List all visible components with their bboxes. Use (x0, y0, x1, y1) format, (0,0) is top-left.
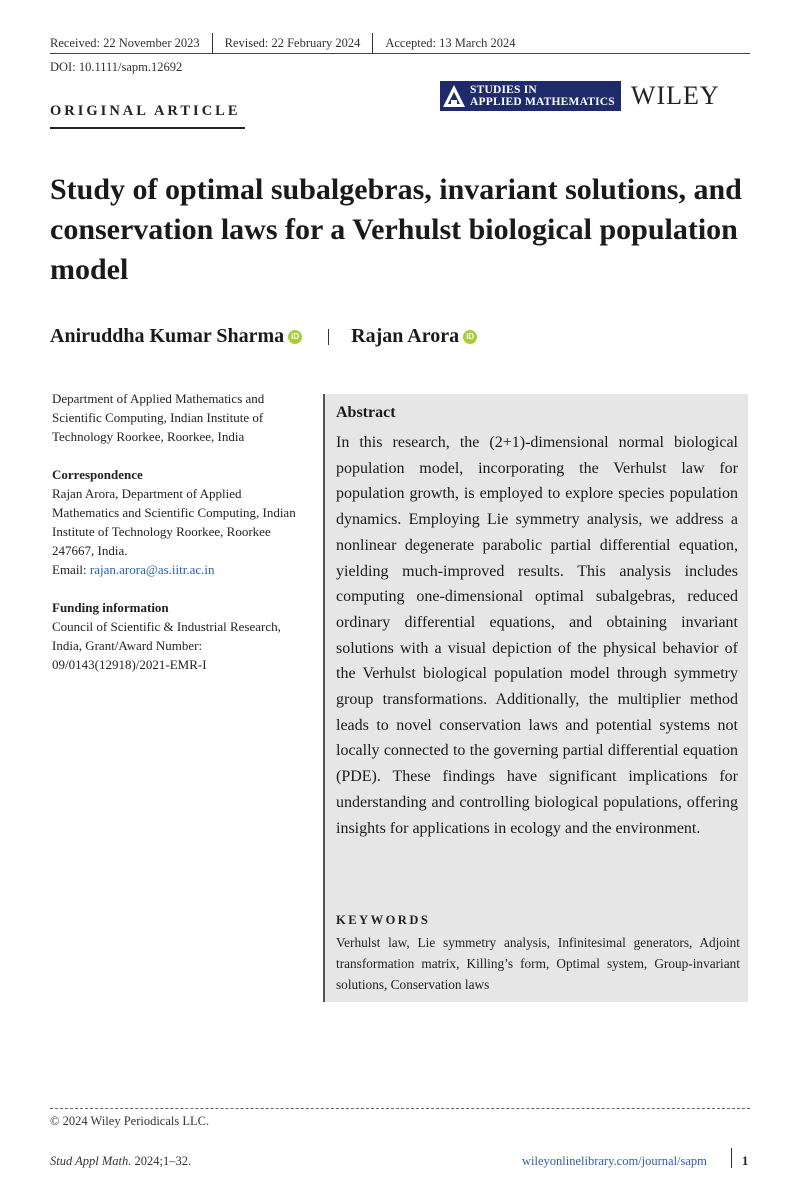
author-divider (328, 329, 329, 345)
email-link[interactable]: rajan.arora@as.iitr.ac.in (89, 562, 215, 577)
author-name[interactable]: Aniruddha Kumar Sharma (50, 325, 285, 347)
correspondence-text: Rajan Arora, Department of Applied Mathematics and Scientific Computing, Indian Institute of Technology Roorkee, Roorkee 247667, India. (52, 486, 296, 558)
keywords-heading: KEYWORDS (336, 913, 431, 927)
copyright: © 2024 Wiley Periodicals LLC. (50, 1114, 210, 1128)
correspondence-heading: Correspondence (52, 467, 143, 482)
journal-name-line2: APPLIED MATHEMATICS (470, 96, 615, 108)
orcid-icon[interactable]: iD (463, 330, 477, 344)
abstract-border (323, 394, 325, 1002)
journal-emblem-icon (440, 81, 468, 111)
abstract-text: In this research, the (2+1)-dimensional normal biological population model, incorporating the Verhulst law for population growth, is employed to explore species population dynamics. Employing Lie symmetry analysis, we address a nonlinear degenerate parabolic partial differential equation, yielding much-improved results. This analysis includes computing one-dimensional optimal subalgebras, reduced ordinary differential equations, and obtaining invariant solutions with a visual depiction of the physical behavior of the Verhulst biological population model through symmetry group transformations. Additionally, the multiplier method leads to novel conservation laws and potential systems not locally connected to the governing partial differential equation (PDE). These findings have significant implications for understanding and controlling biological populations, offering insights for applications in ecology and the environment. (336, 434, 738, 837)
article-info-column (52, 389, 302, 674)
keywords-text: Verhulst law, Lie symmetry analysis, Infinitesimal generators, Adjoint transformation matrix, Killing’s form, Optimal system, Group-invariant solutions, Conservation laws (336, 935, 740, 992)
page-divider (731, 1148, 732, 1168)
paper-title: Study of optimal subalgebras, invariant solutions, and conservation laws for a Verhulst biological population model (50, 173, 742, 286)
email-label: Email: (52, 562, 90, 577)
received-date: Received: 22 November 2023 (50, 35, 200, 50)
divider (372, 33, 373, 53)
author-list (50, 325, 477, 348)
journal-abbrev: Stud Appl Math. (50, 1154, 132, 1168)
abstract-heading: Abstract (336, 404, 396, 421)
journal-name (468, 81, 621, 111)
header-rule (50, 53, 750, 54)
page-number: 1 (742, 1154, 749, 1168)
accepted-date: Accepted: 13 March 2024 (385, 35, 516, 50)
author-name[interactable]: Rajan Arora (351, 325, 460, 347)
doi: DOI: 10.1111/sapm.12692 (50, 60, 183, 74)
journal-name-line1: STUDIES IN (470, 84, 537, 96)
citation (50, 1154, 191, 1169)
revised-date: Revised: 22 February 2024 (224, 35, 361, 50)
footer-divider (50, 1108, 750, 1109)
funding-heading: Funding information (52, 600, 169, 615)
publisher-logo: WILEY (630, 81, 720, 110)
affiliation: Department of Applied Mathematics and Scientific Computing, Indian Institute of Technology Roorkee, Roorkee, India (52, 391, 265, 444)
divider (212, 33, 213, 53)
volume-pages: 2024;1–32. (131, 1154, 192, 1168)
journal-logo[interactable] (440, 80, 720, 112)
funding-text: Council of Scientific & Industrial Research, India, Grant/Award Number: 09/0143(12918)/2021-EMR-I (52, 619, 281, 672)
orcid-icon[interactable]: iD (288, 330, 302, 344)
publication-dates (50, 32, 750, 54)
correspondence-email-line (52, 560, 302, 579)
article-type: ORIGINAL ARTICLE (50, 103, 241, 119)
journal-url-link[interactable]: wileyonlinelibrary.com/journal/sapm (522, 1154, 707, 1168)
article-type-rule (50, 127, 245, 129)
